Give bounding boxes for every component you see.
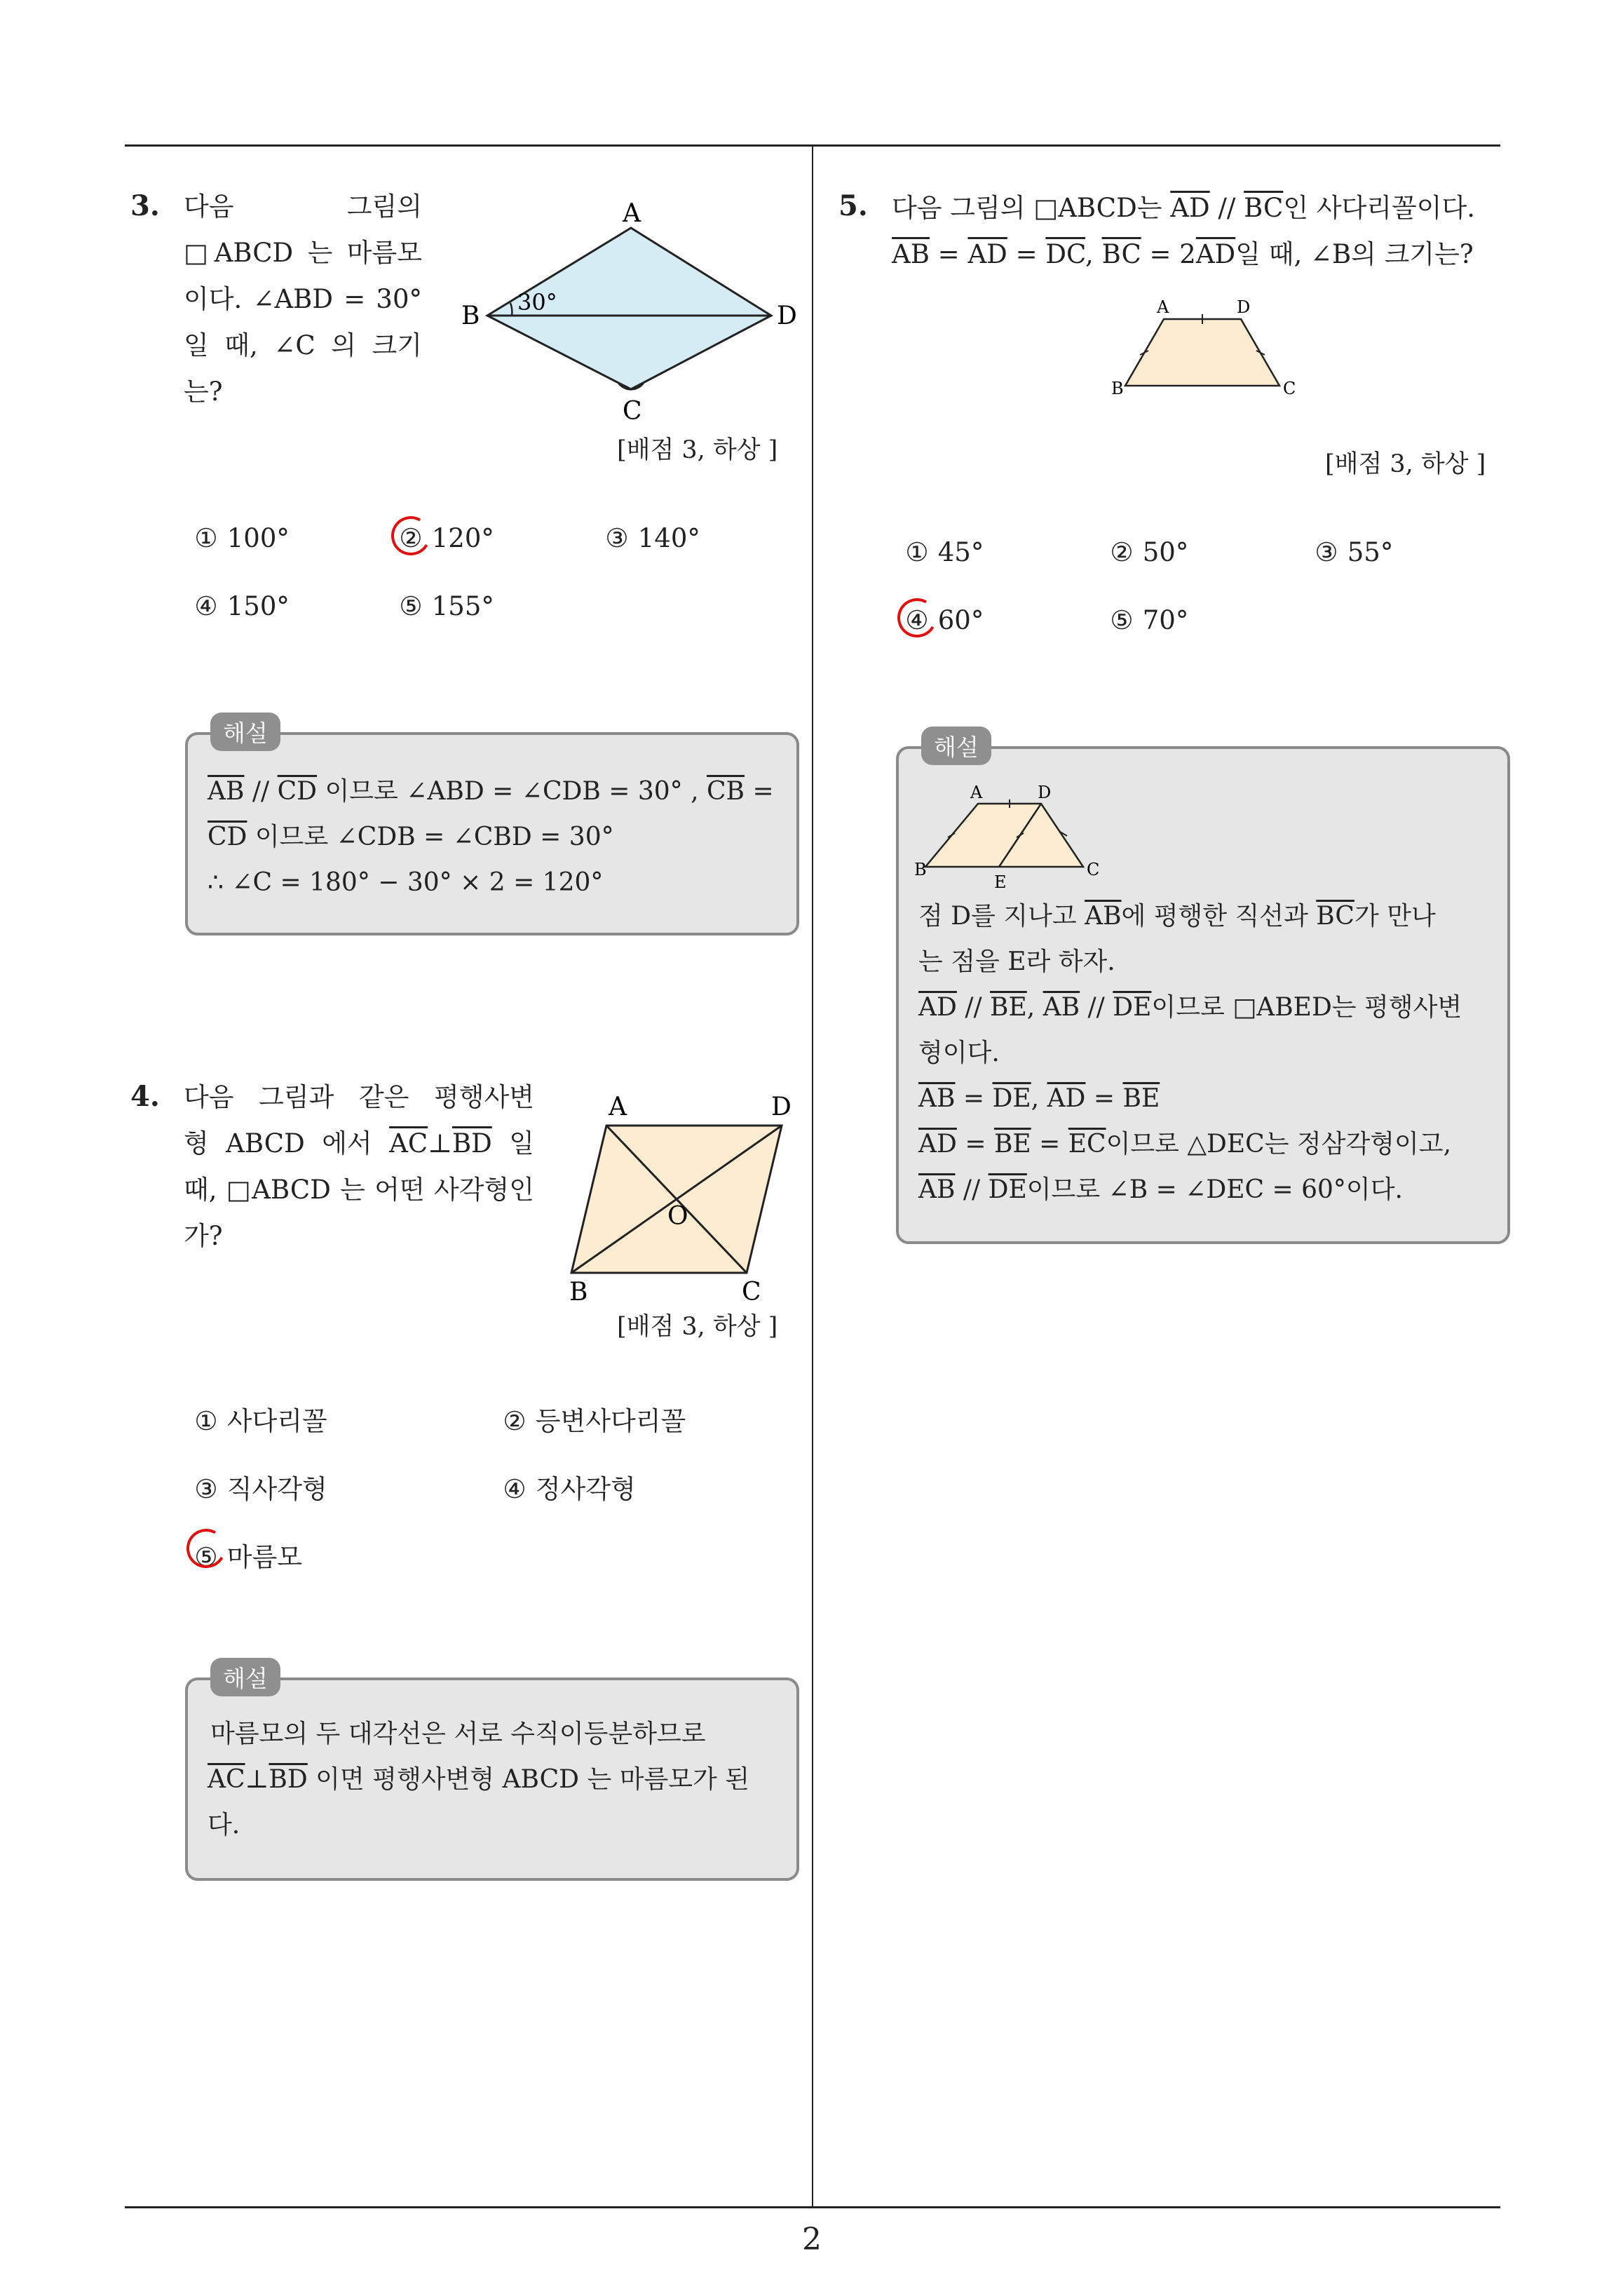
q5-exp-l3-comma: ,: [1026, 993, 1043, 1022]
q4-stem: [184, 1074, 534, 1260]
q3-choice-3[interactable]: [604, 523, 700, 553]
q5-exp-l3-de: $\overline{DE}$: [1113, 993, 1152, 1022]
q5-exp-l7-de: $\overline{DE}$: [988, 1175, 1027, 1204]
q4-choice-5-num: ⑤: [194, 1542, 218, 1572]
q5-exp-l1-post: 가 만나: [1354, 902, 1436, 931]
q5-exp-l3-par1: //: [956, 993, 991, 1022]
q4-label-o: O: [667, 1202, 688, 1231]
q5-exp-l6-ec: $\overline{EC}$: [1068, 1130, 1106, 1159]
q5-choice-5[interactable]: [1109, 605, 1188, 635]
q3-score: [배점 3, 하상 ]: [617, 436, 778, 464]
q5-stem-comma: ,: [1085, 239, 1102, 269]
q5-explanation-line-4: 형이다.: [918, 1039, 1000, 1067]
q5-exp-l5-de: $\overline{DE}$: [992, 1084, 1031, 1113]
q4-explanation-line-3: 다.: [208, 1811, 240, 1839]
q3-label-angle: 30°: [517, 289, 557, 316]
q4-stem-line-3: 때, □ABCD 는 어떤 사각형인: [184, 1175, 534, 1205]
q4-parallelogram-figure: [561, 1087, 813, 1304]
q4-stem-perp: ⊥: [428, 1128, 452, 1159]
q5-choice-2-num: ②: [1110, 537, 1134, 567]
q4-exp-perp: ⊥: [245, 1765, 269, 1794]
q4-choice-3-text: 직사각형: [226, 1474, 327, 1504]
q5-stem-line-1: [892, 185, 1475, 231]
q5-exp-ab: $\overline{AB}$: [1085, 902, 1122, 931]
q5-stem-l1-pre: 다음 그림의 □ABCD는: [892, 193, 1171, 223]
q4-choice-4-num: ④: [503, 1474, 527, 1504]
q4-choice-1-num: ①: [194, 1406, 218, 1436]
q4-stem-bd: $\overline{BD}$: [451, 1128, 492, 1159]
q3-choice-4-num: ④: [194, 591, 218, 621]
q5-stem-ad: $\overline{AD}$: [1170, 193, 1210, 223]
q4-explanation-line-1: 마름모의 두 대각선은 서로 수직이등분하므로: [210, 1720, 706, 1748]
q4-choice-3-num: ③: [194, 1474, 218, 1504]
q5-exp-l6-post: 이므로 △DEC는 정삼각형이고,: [1106, 1130, 1452, 1159]
q5-exp-label-a: A: [970, 783, 983, 802]
q4-stem-line-4: 가?: [184, 1221, 223, 1251]
q5-stem-eq3: = 2: [1141, 239, 1196, 269]
q3-choice-1-text: 100°: [226, 523, 290, 553]
q5-choice-3-text: 55°: [1347, 537, 1394, 567]
q3-rhombus-figure: [456, 196, 806, 428]
q3-choice-5-text: 155°: [431, 591, 494, 621]
q3-label-b: B: [461, 302, 480, 330]
q5-number: 5.: [838, 189, 868, 222]
q4-label-a: A: [609, 1093, 627, 1121]
q4-choice-5-text: 마름모: [226, 1542, 302, 1572]
q5-exp-l5-ad: $\overline{AD}$: [1047, 1084, 1086, 1113]
q5-stem-ab: $\overline{AB}$: [892, 239, 930, 269]
q4-choice-2-num: ②: [503, 1406, 527, 1436]
q4-score: [배점 3, 하상 ]: [617, 1313, 778, 1341]
q3-stem-line-4: 일 때, ∠C 의 크기: [184, 330, 422, 360]
q4-label-b: B: [569, 1278, 588, 1304]
q3-number: 3.: [130, 189, 160, 222]
q5-exp-l6-be: $\overline{BE}$: [993, 1130, 1031, 1159]
q4-choice-2[interactable]: [502, 1400, 686, 1438]
bottom-rule: [125, 2206, 1500, 2208]
q5-exp-l5-eq2: =: [1085, 1084, 1123, 1113]
q5-exp-l6-ad: $\overline{AD}$: [918, 1130, 957, 1159]
q5-exp-label-c: C: [1087, 860, 1100, 879]
q3-exp-cb: $\overline{CB}$: [707, 777, 745, 806]
q3-stem-line-2: □ABCD 는 마름모: [184, 238, 422, 268]
q5-trapezoid-figure: [1108, 295, 1304, 400]
q5-exp-l5-comma: ,: [1031, 1084, 1047, 1113]
q5-exp-label-d: D: [1038, 783, 1052, 802]
q5-explanation-figure: [911, 783, 1122, 895]
q5-stem-bc-2: $\overline{BC}$: [1101, 239, 1141, 269]
q3-exp-l2-rest: 이므로 ∠CDB = ∠CBD = 30°: [247, 823, 614, 851]
q3-explanation-line-2: [208, 814, 614, 860]
q3-choice-1[interactable]: [193, 523, 290, 553]
q5-choice-2-text: 50°: [1142, 537, 1189, 567]
q4-choice-1-text: 사다리꼴: [226, 1406, 327, 1436]
q5-explanation-line-1: [918, 893, 1436, 939]
q5-label-d: D: [1237, 297, 1251, 317]
page-number: 2: [802, 2222, 822, 2257]
q5-label-b: B: [1111, 379, 1124, 398]
q5-choice-4-num: ④: [905, 605, 929, 635]
q4-explanation-tag: 해설: [210, 1658, 280, 1696]
q5-explanation-line-5: [918, 1076, 1160, 1121]
q3-label-c: C: [623, 397, 642, 426]
q4-choice-3[interactable]: [193, 1468, 327, 1506]
q5-score: [배점 3, 하상 ]: [1325, 450, 1486, 478]
q5-stem-ad-3: $\overline{AD}$: [1195, 239, 1236, 269]
q5-stem-ad-2: $\overline{AD}$: [967, 239, 1007, 269]
q3-label-a: A: [623, 199, 641, 228]
q5-explanation-line-6: [918, 1121, 1451, 1167]
q3-explanation-tag: 해설: [210, 713, 280, 751]
q4-stem-l2-pre: 형 ABCD 에서: [184, 1128, 390, 1159]
q5-exp-l6-eq2: =: [1031, 1130, 1068, 1159]
q5-exp-l7-post: 이므로 ∠B = ∠DEC = 60°이다.: [1026, 1175, 1403, 1204]
q5-choice-1-text: 45°: [937, 537, 984, 567]
q3-choice-3-num: ③: [605, 523, 629, 553]
q5-stem-line-2: [892, 231, 1474, 278]
q4-stem-line-2: [184, 1121, 534, 1167]
q5-stem-eq1: =: [929, 239, 968, 269]
q5-choice-4-text: 60°: [937, 605, 984, 635]
q3-choice-1-num: ①: [194, 523, 218, 553]
q3-exp-ab: $\overline{AB}$: [208, 777, 245, 806]
q3-stem-line-5: 는?: [184, 377, 223, 407]
q4-number: 4.: [130, 1080, 160, 1113]
q5-stem-l1-post: 인 사다리꼴이다.: [1283, 193, 1476, 223]
q3-stem-line-1: 다음 그림의: [184, 191, 422, 222]
q5-exp-l3-ab: $\overline{AB}$: [1043, 993, 1080, 1022]
q5-stem-parallel: //: [1209, 193, 1244, 223]
q5-exp-l3-be: $\overline{BE}$: [990, 993, 1027, 1022]
q5-choice-1[interactable]: [904, 537, 984, 567]
q5-exp-l3-par2: //: [1080, 993, 1113, 1022]
q4-choice-4-text: 정사각형: [535, 1474, 636, 1504]
q3-choice-3-text: 140°: [637, 523, 700, 553]
q5-exp-label-b: B: [914, 860, 927, 879]
q3-explanation-line-1: [208, 769, 774, 814]
q3-stem-line-3: 이다. ∠ABD = 30°: [184, 284, 422, 314]
q3-exp-l1-rest: 이므로 ∠ABD = ∠CDB = 30° ,: [317, 777, 707, 806]
q5-trapezoid: [1125, 319, 1279, 386]
q3-choice-5[interactable]: [398, 591, 494, 621]
q3-choice-5-num: ⑤: [399, 591, 423, 621]
q3-choice-2-text: 120°: [431, 523, 494, 553]
q5-exp-l5-be: $\overline{BE}$: [1122, 1084, 1160, 1113]
q3-exp-cd: $\overline{CD}$: [277, 777, 318, 806]
q4-stem-ac: $\overline{AC}$: [389, 1128, 428, 1159]
q5-explanation-line-2: 는 점을 E라 하자.: [918, 947, 1115, 976]
q5-choice-1-num: ①: [905, 537, 929, 567]
q5-choice-3[interactable]: [1314, 537, 1393, 567]
q5-stem-bc: $\overline{BC}$: [1244, 193, 1284, 223]
q5-exp-label-e: E: [994, 872, 1007, 892]
q3-explanation-line-3: ∴ ∠C = 180° − 30° × 2 = 120°: [208, 868, 604, 897]
q4-exp-bd: $\overline{BD}$: [269, 1765, 308, 1794]
q5-explanation-line-3: [918, 985, 1462, 1030]
q5-exp-l7-par: //: [955, 1175, 989, 1204]
q5-stem-eq2: =: [1007, 239, 1046, 269]
q3-exp-cd-2: $\overline{CD}$: [208, 823, 247, 851]
q4-choice-2-text: 등변사다리꼴: [535, 1406, 686, 1436]
q5-explanation-tag: 해설: [921, 727, 991, 765]
q5-exp-l1-pre: 점 D를 지나고: [918, 902, 1085, 931]
q5-exp-l3-post: 이므로 □ABED는 평행사변: [1151, 993, 1462, 1022]
q5-label-c: C: [1283, 379, 1296, 398]
q4-stem-line-1: 다음 그림과 같은 평행사변: [184, 1082, 534, 1112]
q5-stem-l2-post: 일 때, ∠B의 크기는?: [1235, 239, 1474, 269]
q3-exp-l1-eq: =: [745, 777, 774, 806]
q3-choice-4-text: 150°: [226, 591, 290, 621]
q5-choice-5-num: ⑤: [1110, 605, 1134, 635]
q4-exp-l2-rest: 이면 평행사변형 ABCD 는 마름모가 된: [307, 1765, 750, 1794]
q4-label-c: C: [742, 1278, 761, 1304]
q4-label-d: D: [771, 1093, 792, 1121]
q5-exp-l6-eq1: =: [956, 1130, 994, 1159]
q5-label-a: A: [1157, 297, 1169, 317]
q5-exp-bc: $\overline{BC}$: [1316, 902, 1354, 931]
q5-choice-2[interactable]: [1109, 537, 1188, 567]
q4-choice-1[interactable]: [193, 1400, 327, 1438]
q5-stem-dc: $\overline{DC}$: [1045, 239, 1086, 269]
q4-exp-ac: $\overline{AC}$: [208, 1765, 245, 1794]
q5-exp-l5-eq1: =: [955, 1084, 993, 1113]
q4-explanation-line-2: [208, 1757, 749, 1802]
q5-choice-5-text: 70°: [1142, 605, 1189, 635]
q3-choice-4[interactable]: [193, 591, 290, 621]
q5-exp-l7-ab: $\overline{AB}$: [918, 1175, 956, 1204]
q5-explanation-line-7: [918, 1167, 1403, 1213]
q5-exp-l5-ab: $\overline{AB}$: [918, 1084, 956, 1113]
q3-exp-parallel: //: [244, 777, 278, 806]
q3-stem: [184, 184, 422, 415]
q5-exp-l1-mid: 에 평행한 직선과: [1121, 902, 1317, 931]
q4-choice-4[interactable]: [502, 1468, 636, 1506]
q5-exp-l3-ad: $\overline{AD}$: [918, 993, 957, 1022]
q4-stem-l2-post: 일: [491, 1128, 534, 1159]
q3-choice-2-num: ②: [399, 523, 423, 553]
q3-label-d: D: [777, 302, 797, 330]
q5-choice-3-num: ③: [1315, 537, 1338, 567]
